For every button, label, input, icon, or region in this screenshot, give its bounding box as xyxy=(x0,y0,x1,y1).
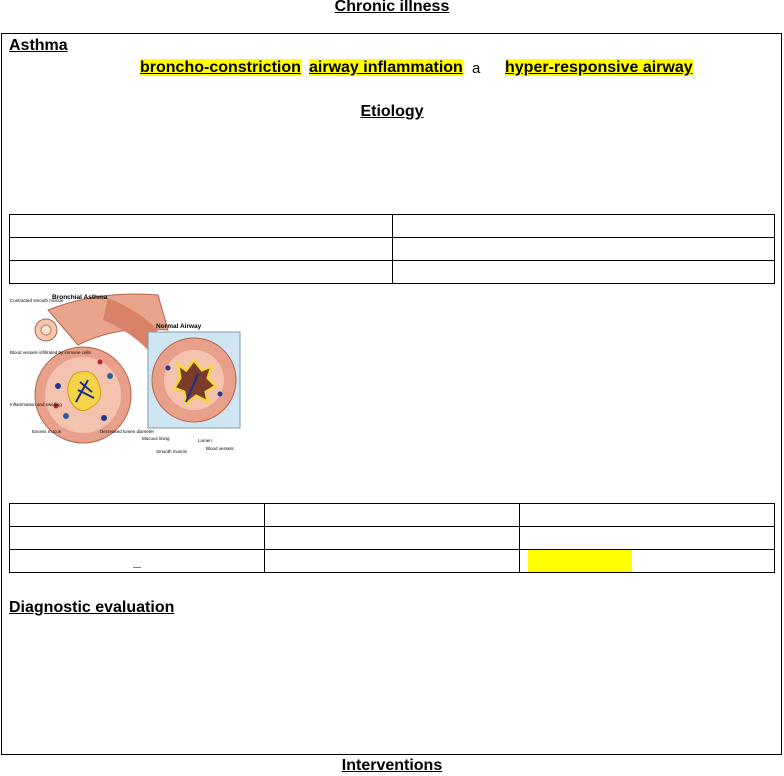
keyword-hyperresponsive-airway xyxy=(505,59,693,77)
table-cell xyxy=(392,215,775,238)
table-row xyxy=(10,550,775,573)
diagram-title-normal-airway: Normal Airway xyxy=(156,323,202,330)
etiology-table xyxy=(9,214,775,284)
table-row xyxy=(10,261,775,284)
asthma-heading: Asthma xyxy=(9,37,68,54)
table-row xyxy=(10,215,775,238)
keyword-text: broncho-constriction xyxy=(140,59,301,76)
page-title: Chronic illness xyxy=(334,0,450,15)
highlight-mark xyxy=(528,550,632,572)
interventions-title: Interventions xyxy=(341,757,443,774)
label-blood-vessels: Blood vessels xyxy=(206,446,234,451)
table-row xyxy=(10,238,775,261)
table-cell xyxy=(520,527,775,550)
table-row xyxy=(10,504,775,527)
table-cell xyxy=(10,527,265,550)
keyword-airway-inflammation xyxy=(309,59,463,77)
classification-table xyxy=(9,503,775,573)
conjunction-text: a xyxy=(472,60,481,77)
label-contracted-smooth-muscle: Contracted smooth muscle xyxy=(10,298,64,303)
table-cell xyxy=(10,504,265,527)
table-cell xyxy=(265,527,520,550)
diagram-title-bronchial-asthma: Bronchial Asthma xyxy=(52,294,108,301)
table-cell xyxy=(392,261,775,284)
table-cell xyxy=(10,238,393,261)
table-cell xyxy=(392,238,775,261)
label-blood-vessels-infiltrated: Blood vessels infiltrated by immune cells xyxy=(10,350,91,355)
table-cell: _ xyxy=(10,550,265,573)
keyword-text: hyper-responsive airway xyxy=(505,59,693,76)
table-cell xyxy=(10,215,393,238)
table-cell xyxy=(265,550,520,573)
label-decreased-lumen: Decreased lumen diameter xyxy=(100,429,155,434)
table-cell xyxy=(265,504,520,527)
diagnostic-evaluation-heading: Diagnostic evaluation xyxy=(9,599,175,616)
label-inflammation-swelling: Inflammation and swelling xyxy=(10,402,62,407)
label-lumen: Lumen xyxy=(198,438,212,443)
etiology-heading: Etiology xyxy=(360,103,424,120)
table-row xyxy=(10,527,775,550)
table-cell xyxy=(520,504,775,527)
label-smooth-muscle: Smooth muscle xyxy=(156,449,188,454)
keyword-bronchoconstriction xyxy=(140,59,301,77)
label-excess-mucus: Excess mucus xyxy=(32,429,62,434)
table-cell xyxy=(10,261,393,284)
table-cell-highlighted xyxy=(520,550,775,573)
keyword-text: airway inflammation xyxy=(309,59,463,76)
label-mucous-lining: Mucous lining xyxy=(142,436,170,441)
asthma-airway-diagram xyxy=(8,290,244,456)
